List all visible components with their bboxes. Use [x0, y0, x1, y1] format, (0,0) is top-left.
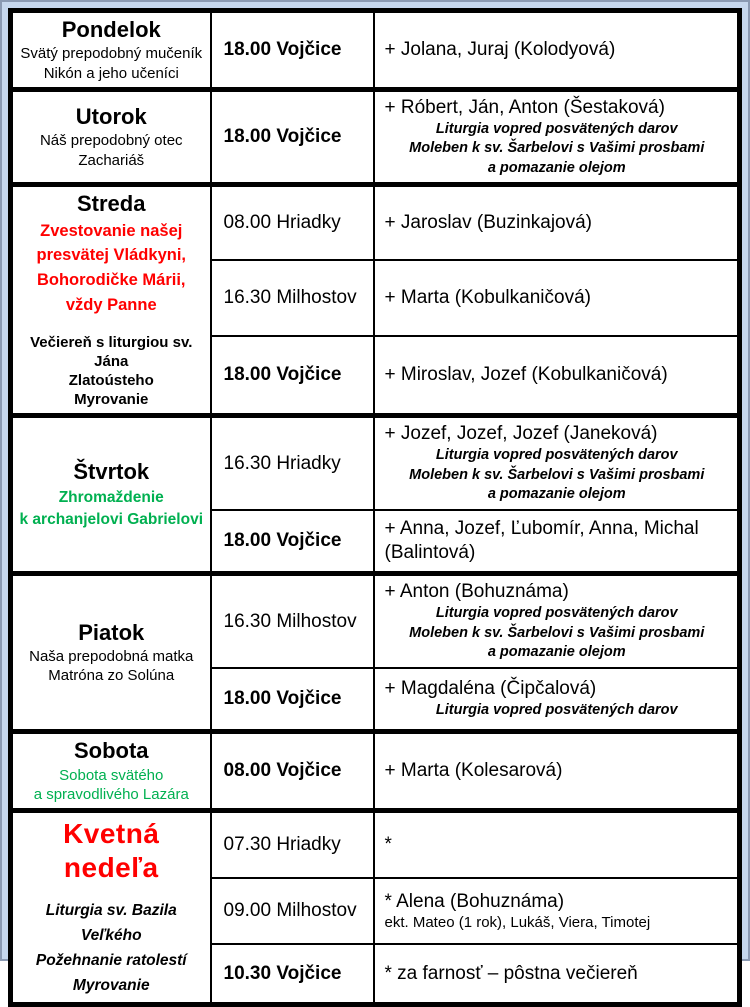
intention-cell	[374, 416, 740, 510]
intention-cell	[374, 89, 740, 184]
liturgy-note: Moleben k sv. Šarbelovi s Vašimi prosbami	[409, 466, 705, 483]
text-line: Myrovanie	[74, 391, 149, 409]
day-cell-2	[11, 185, 211, 416]
intention-text: + Jolana, Juraj (Kolodyová)	[384, 39, 616, 60]
day-title: Streda	[77, 191, 146, 217]
intention-text: + Marta (Kolesarová)	[384, 760, 563, 782]
text-line: presvätej Vládkyni,	[36, 246, 186, 265]
day-title: Pondelok	[61, 17, 161, 42]
text-line: Liturgia sv. Bazila Veľkého	[45, 902, 177, 944]
intention-text: + Miroslav, Jozef (Kobulkaničová)	[384, 364, 668, 386]
table-row	[11, 416, 740, 510]
text-line: Náš prepodobný otec	[39, 132, 183, 150]
text-line: Matróna zo Solúna	[48, 667, 175, 685]
intention-cell	[374, 810, 740, 877]
table-row	[11, 574, 740, 668]
intention-cell	[374, 732, 740, 811]
time-cell: 18.00 Vojčice	[211, 510, 374, 574]
day-title: Utorok	[75, 104, 147, 130]
day-subtitle	[16, 766, 207, 804]
liturgy-note: a pomazanie olejom	[487, 644, 626, 661]
day-subtitle	[16, 899, 207, 998]
intention-cell	[374, 260, 740, 336]
day-subtitle	[16, 333, 207, 410]
liturgy-note: Liturgia vopred posvätených darov	[435, 120, 678, 137]
intention-cell	[374, 11, 740, 90]
day-subtitle	[16, 647, 207, 685]
intention-cell	[374, 574, 740, 668]
time-cell: 10.30 Vojčice	[211, 944, 374, 1004]
text-line: a spravodlivého Lazára	[33, 785, 189, 803]
table-row	[11, 732, 740, 811]
day-title: Sobota	[73, 738, 149, 764]
intention-cell	[374, 878, 740, 944]
text-line: Sobota svätého	[59, 766, 164, 784]
day-title: Kvetná nedeľa	[63, 817, 160, 883]
day-cell-6	[11, 810, 211, 1004]
intention-cell	[374, 668, 740, 732]
day-subtitle	[16, 131, 207, 169]
day-cell-0	[11, 11, 211, 90]
time-cell: 08.00 Vojčice	[211, 732, 374, 811]
text-line: Zvestovanie našej	[40, 221, 183, 240]
day-cell-1	[11, 89, 211, 184]
intention-text: + Magdaléna (Čipčalová)	[384, 678, 597, 700]
liturgy-note: a pomazanie olejom	[487, 486, 626, 503]
intention-text: + Róbert, Ján, Anton (Šestaková)	[384, 96, 665, 118]
text-line: Zachariáš	[78, 151, 145, 169]
text-line: Svätý prepodobný mučeník	[20, 45, 203, 63]
time-cell: 18.00 Vojčice	[211, 89, 374, 184]
text-line: Zlatoústeho	[68, 371, 154, 389]
time-cell: 18.00 Vojčice	[211, 336, 374, 416]
time-cell: 16.30 Milhostov	[211, 260, 374, 336]
day-subtitle	[16, 44, 207, 82]
day-subtitle	[16, 219, 207, 318]
schedule-table	[8, 8, 742, 1007]
intention-text: *	[384, 834, 392, 856]
time-cell: 16.30 Hriadky	[211, 416, 374, 510]
text-line: Bohorodičke Márii,	[36, 271, 186, 290]
table-row	[11, 11, 740, 90]
liturgy-note: Liturgia vopred posvätených darov	[435, 702, 678, 719]
intention-text: * za farnosť – pôstna večiereň	[384, 963, 638, 985]
extra-note: ekt. Mateo (1 rok), Lukáš, Viera, Timotej	[384, 914, 651, 932]
table-row	[11, 185, 740, 260]
time-cell: 18.00 Vojčice	[211, 11, 374, 90]
text-line: vždy Panne	[65, 295, 157, 314]
liturgy-note: Liturgia vopred posvätených darov	[435, 447, 678, 464]
intention-cell	[374, 944, 740, 1004]
time-cell: 09.00 Milhostov	[211, 878, 374, 944]
liturgy-note: Liturgia vopred posvätených darov	[435, 605, 678, 622]
intention-cell	[374, 336, 740, 416]
day-cell-5	[11, 732, 211, 811]
text-line: Nikón a jeho učeníci	[43, 64, 179, 82]
liturgy-note: Moleben k sv. Šarbelovi s Vašimi prosbami	[409, 140, 705, 157]
intention-text: + Jozef, Jozef, Jozef (Janeková)	[384, 423, 658, 445]
liturgy-note: Moleben k sv. Šarbelovi s Vašimi prosbami	[409, 624, 705, 641]
time-cell: 18.00 Vojčice	[211, 668, 374, 732]
text-line: Naša prepodobná matka	[29, 648, 194, 666]
intention-cell	[374, 185, 740, 260]
intention-text: + Marta (Kobulkaničová)	[384, 287, 591, 309]
time-cell: 16.30 Milhostov	[211, 574, 374, 668]
text-line: Požehnanie ratolestí	[35, 951, 187, 969]
day-subtitle	[16, 487, 207, 530]
day-title: Piatok	[78, 619, 145, 645]
schedule-table-body	[11, 11, 740, 1005]
intention-text: + Anton (Bohuznáma)	[384, 581, 569, 603]
table-row	[11, 810, 740, 877]
time-cell: 07.30 Hriadky	[211, 810, 374, 877]
text-line: k archanjelovi Gabrielovi	[19, 510, 203, 528]
intention-text: * Alena (Bohuznáma)	[384, 890, 565, 912]
intention-text: + Jaroslav (Buzinkajová)	[384, 212, 593, 234]
liturgy-note: a pomazanie olejom	[487, 159, 626, 176]
table-row	[11, 89, 740, 184]
text-line: Myrovanie	[72, 976, 150, 994]
time-cell: 08.00 Hriadky	[211, 185, 374, 260]
day-cell-3	[11, 416, 211, 574]
intention-text: + Anna, Jozef, Ľubomír, Anna, Michal (Balintová)	[384, 518, 699, 564]
day-cell-4	[11, 574, 211, 732]
text-line: Zhromaždenie	[58, 488, 164, 506]
day-title: Štvrtok	[73, 459, 150, 485]
intention-cell	[374, 510, 740, 574]
text-line: Večiereň s liturgiou sv. Jána	[30, 333, 193, 370]
